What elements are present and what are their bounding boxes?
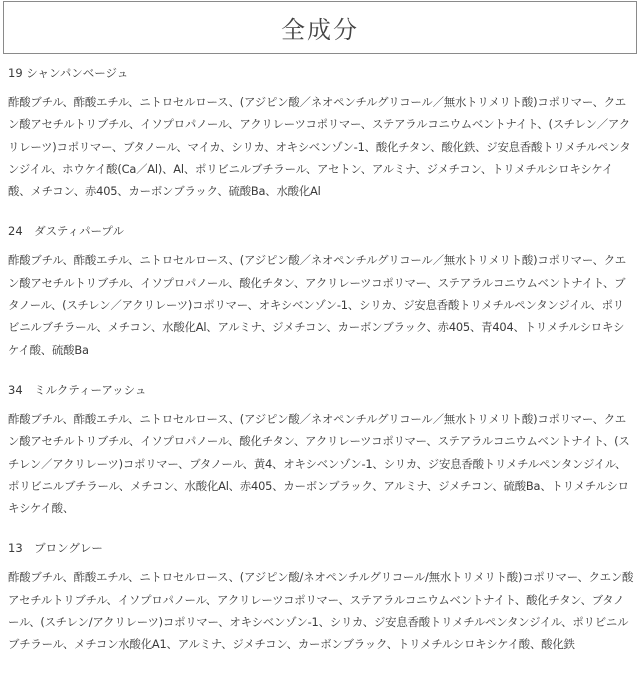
- shade-heading: 13 ブロングレー: [8, 541, 103, 556]
- shade-heading: 24 ダスティパープル: [8, 224, 124, 239]
- shade-section-34: [8, 383, 634, 519]
- shade-heading: 34 ミルクティーアッシュ: [8, 382, 147, 397]
- shade-section-24: [8, 224, 634, 360]
- ingredients-text: 酢酸ブチル、酢酸エチル、ニトロセルロース、(アジピン酸／ネオペンチルグリコール／無水トリメリト酸)コポリマー、クエン酸アセチルトリブチル、イソプロパノール、酸化チタン、アクリレーツコポリマー、ステアラルコニウムベントナイト、(スチレン／アクリレーツ)コポリマー、ブタノール、黄4、オキシベンゾン-1、シリカ、ジ安息香酸トリメチルペンタンジイル、ポリビニルブチラール、メチコン、水酸化Al、赤405、カーボンブラック、アルミナ、ジメチコン、硫酸Ba、トリメチルシロキシケイ酸、: [8, 411, 630, 516]
- shade-section-19: [8, 66, 634, 202]
- ingredients-list: [8, 66, 634, 678]
- title-box: [3, 1, 637, 54]
- page-title: 全成分: [281, 16, 359, 44]
- shade-section-13: [8, 541, 634, 655]
- ingredients-text: 酢酸ブチル、酢酸エチル、ニトロセルロース、(アジピン酸/ネオペンチルグリコール/無水トリメリト酸)コポリマー、クエン酸アセチルトリブチル、イソプロパノール、アクリレーツコポリマー、ステアラルコニウムベントナイト、酸化チタン、ブタノール、(スチレン/アクリレーツ)コポリマー、オキシベンゾン-1、シリカ、ジ安息香酸トリメチルペンタンジイル、ポリビニルブチラール、メチコン水酸化A1、アルミナ、ジメチコン、カーボンブラック、トリメチルシロキシケイ酸、酸化鉄: [8, 570, 634, 652]
- ingredients-text: 酢酸ブチル、酢酸エチル、ニトロセルロース、(アジピン酸／ネオペンチルグリコール／無水トリメリト酸)コポリマー、クエン酸アセチルトリブチル、イソプロパノール、アクリレーツコポリマー、ステアラルコニウムベントナイト、(スチレン／アクリレーツ)コポリマー、ブタノール、マイカ、シリカ、オキシベンゾン-1、酸化チタン、酸化鉄、ジ安息香酸トリメチルペンタンジイル、ホウケイ酸(Ca／Al)、Al、ポリビニルブチラール、アセトン、アルミナ、ジメチコン、トリメチルシロキシケイ酸、メチコン、赤405、カーボンブラック、硫酸Ba、水酸化Al: [8, 95, 631, 199]
- shade-heading: 19 シャンパンベージュ: [8, 66, 129, 80]
- ingredients-text: 酢酸ブチル、酢酸エチル、ニトロセルロース、(アジピン酸／ネオペンチルグリコール／無水トリメリト酸)コポリマー、クエン酸アセチルトリブチル、イソプロパノール、酸化チタン、アクリレーツコポリマー、ステアラルコニウムベントナイト、ブタノール、(スチレン／アクリレーツ)コポリマー、オキシベンゾン-1、シリカ、ジ安息香酸トリメチルペンタンジイル、ポリビニルブチラール、メチコン、水酸化Al、アルミナ、ジメチコン、カーボンブラック、赤405、青404、トリメチルシロキシケイ酸、硫酸Ba: [8, 253, 626, 357]
